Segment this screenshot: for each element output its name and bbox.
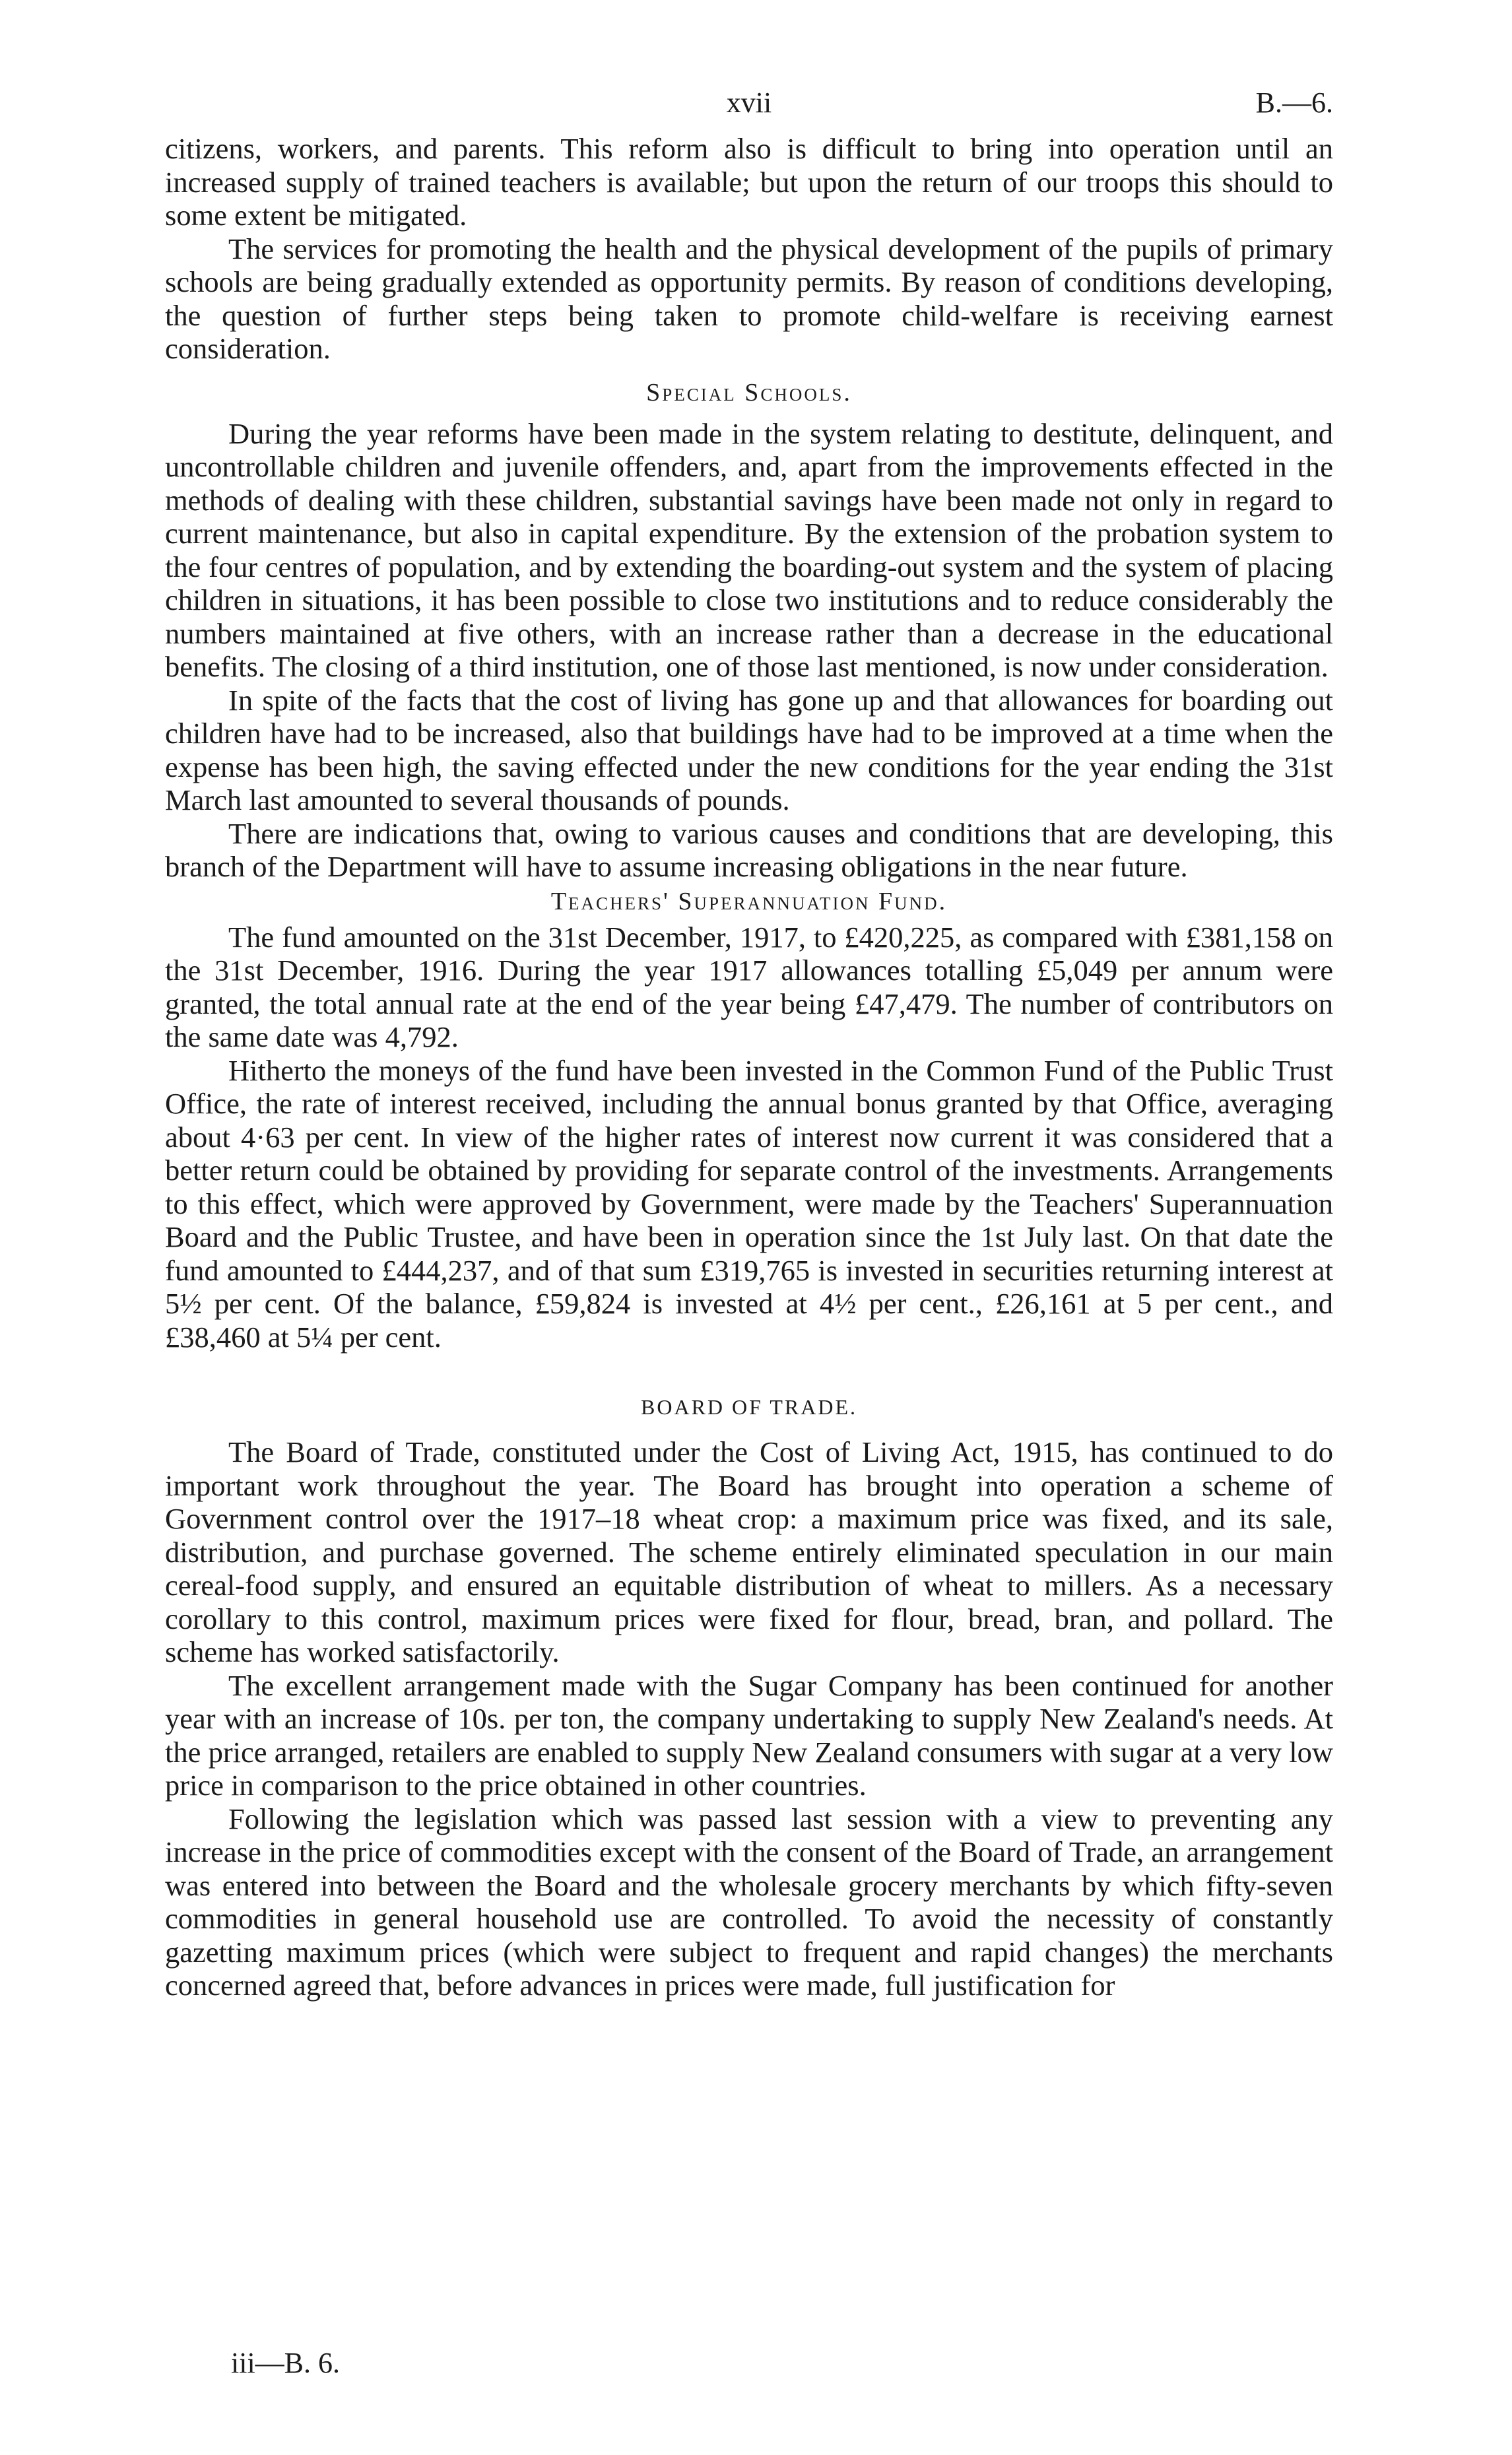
paragraph: Following the legislation which was passed last session with a view to preventing any increase in the price of commodities except with the consent of the Board of Trade, an arrangement was entered into between the Board and the wholesale grocery merchants by which fifty-seven commodities in general household use are controlled. To avoid the necessity of constantly gazetting maximum prices (which were subject to frequent and rapid changes) the merchants concerned agreed that, before advances in prices were made, full justification for [165, 1802, 1333, 2002]
document-page [165, 86, 1333, 2002]
paragraph: The excellent arrangement made with the Sugar Company has been continued for another year with an increase of 10s. per ton, the company undertaking to supply New Zealand's needs. At the price arranged, retailers are enabled to supply New Zealand consumers with sugar at a very low price in comparison to the price obtained in other countries. [165, 1668, 1333, 1802]
paragraph: The fund amounted on the 31st December, 1917, to £420,225, as compared with £381,158 on the 31st December, 1916. During the year 1917 allowances totalling £5,049 per annum were granted, the total annual rate at the end of the year being £47,479. The number of contributors on the same date was 4,792. [165, 920, 1333, 1053]
section-heading-teachers-superannuation: Teachers' Superannuation Fund. [550, 887, 948, 915]
paragraph: During the year reforms have been made in the system relating to destitute, delinquent, and uncontrollable children and juvenile offenders, and, apart from the improvements effected in the methods of dealing with these children, substantial savings have been made not only in regard to current maintenance, but also in capital expenditure. By the extension of the probation system to the four centres of population, and by extending the boarding-out system and the system of placing children in situations, it has been possible to close two institutions and to reduce considerably the numbers maintained at five others, with an increase rather than a decrease in the educational benefits. The closing of a third institution, one of those last mentioned, is now under consideration. [165, 416, 1333, 683]
document-code: B.—6. [1255, 86, 1333, 119]
paragraph: In spite of the facts that the cost of living has gone up and that allowances for boarding out children have had to be increased, also that buildings have had to be improved at a time when the expense has been high, the saving effected under the new conditions for the year ending the 31st March last amounted to several thousands of pounds. [165, 683, 1333, 816]
signature-mark: iii—B. 6. [231, 2347, 341, 2379]
paragraph: There are indications that, owing to various causes and conditions that are developing, this branch of the Department will have to assume increasing obligations in the near future. [165, 816, 1333, 883]
paragraph: citizens, workers, and parents. This reform also is difficult to bring into operation until an increased supply of trained teachers is available; but upon the return of our troops this should to some extent be mitigated. [165, 132, 1333, 232]
paragraph: The Board of Trade, constituted under the Cost of Living Act, 1915, has continued to do important work throughout the year. The Board has brought into operation a scheme of Government control over the 1917–18 wheat crop: a maximum price was fixed, and its sale, distribution, and purchase governed. The scheme entirely eliminated speculation in our main cereal-food supply, and ensured an equitable distribution of wheat to millers. As a necessary corollary to this control, maximum prices were fixed for flour, bread, bran, and pollard. The scheme has worked satisfactorily. [165, 1435, 1333, 1668]
page-header [165, 86, 1333, 132]
paragraph: The services for promoting the health and the physical development of the pupils of primary schools are being gradually extended as opportunity permits. By reason of conditions developing, the question of further steps being taken to promote child-welfare is receiving earnest consideration. [165, 232, 1333, 365]
section-heading-special-schools: Special Schools. [646, 378, 852, 407]
page-number: xvii [726, 86, 772, 119]
paragraph: Hitherto the moneys of the fund have been invested in the Common Fund of the Public Trust Office, the rate of interest received, including the annual bonus granted by that Office, averaging about 4·63 per cent. In view of the higher rates of interest now current it was considered that a better return could be obtained by providing for separate control of the investments. Arrangements to this effect, which were approved by Government, were made by the Teachers' Superannuation Board and the Public Trustee, and have been in operation since the 1st July last. On that date the fund amounted to £444,237, and of that sum £319,765 is invested in securities returning interest at 5½ per cent. Of the balance, £59,824 is invested at 4½ per cent., £26,161 at 5 per cent., and £38,460 at 5¼ per cent. [165, 1053, 1333, 1354]
section-heading-board-of-trade: BOARD OF TRADE. [641, 1395, 857, 1419]
